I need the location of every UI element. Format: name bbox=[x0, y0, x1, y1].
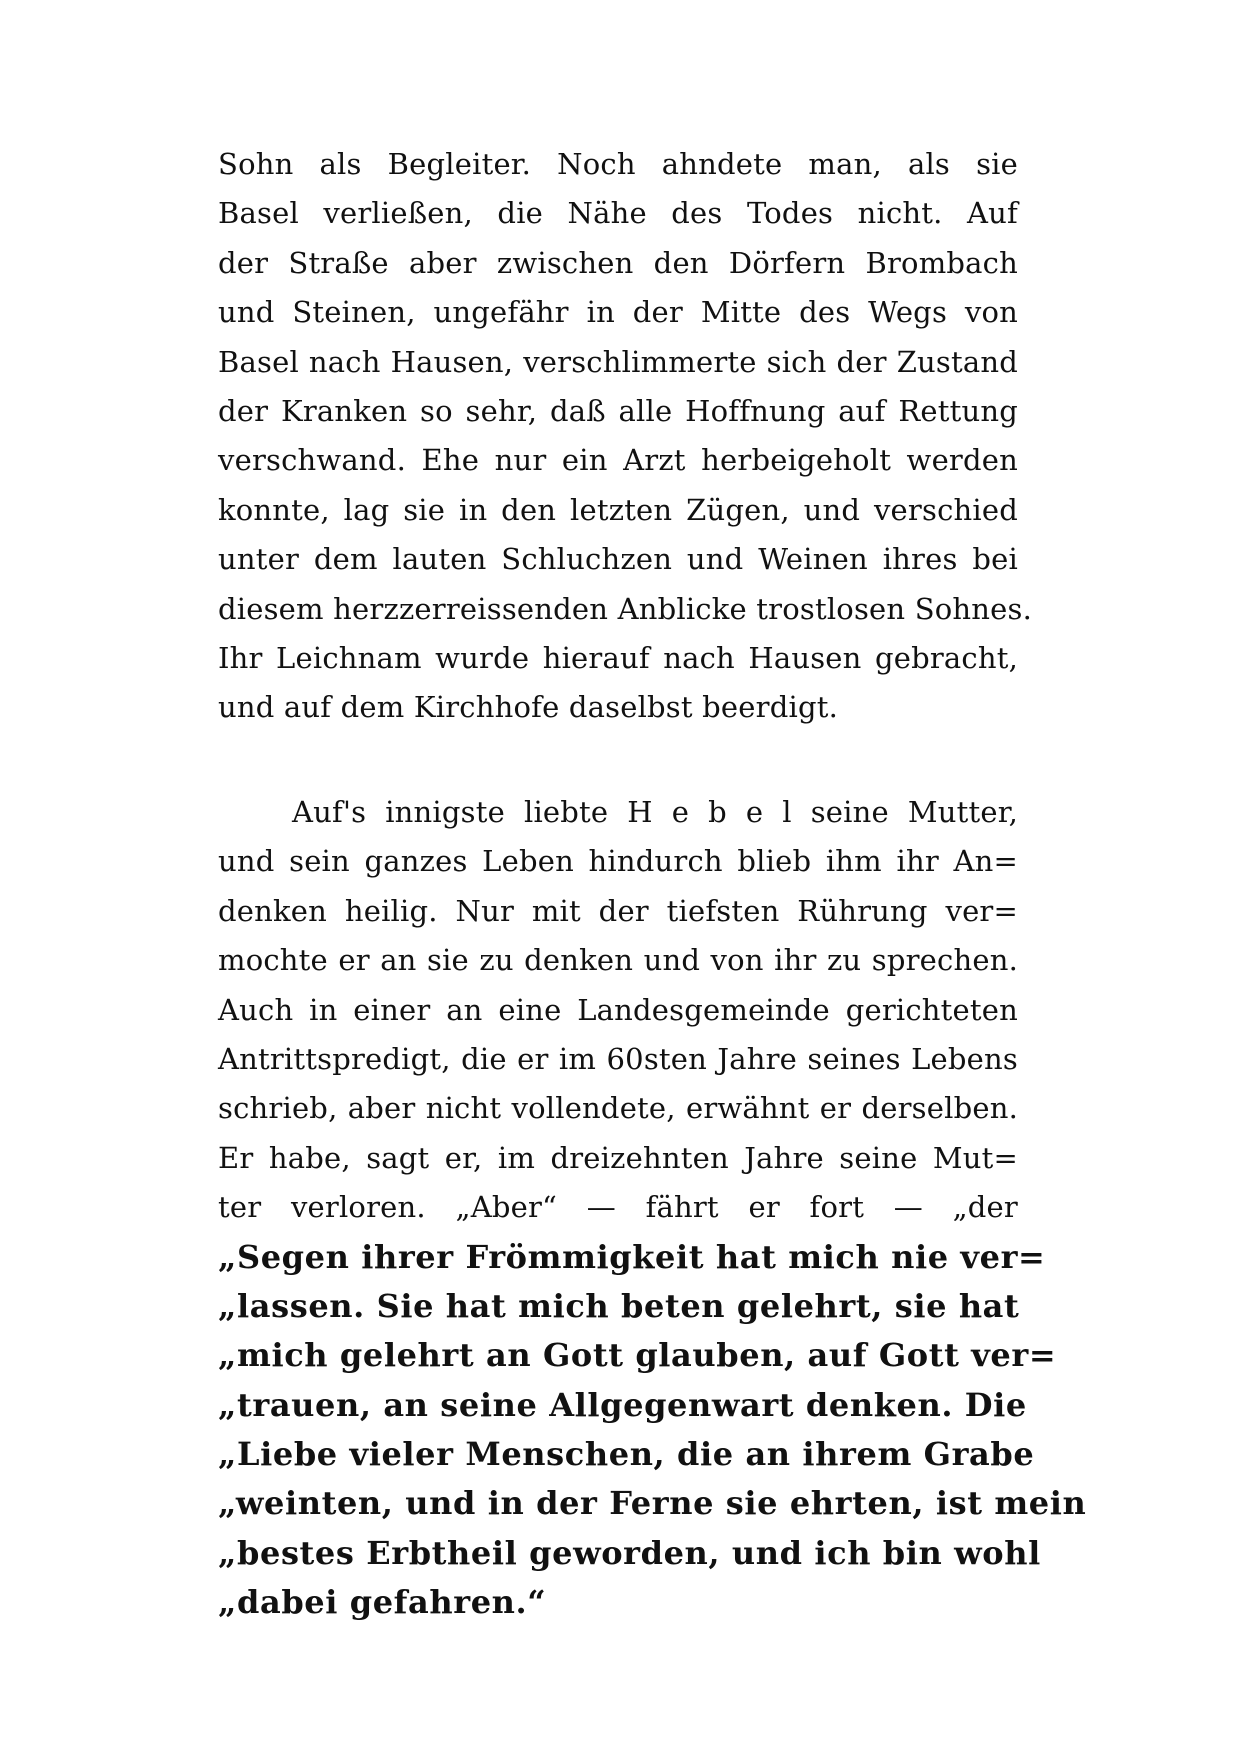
text-line: Sohn als Begleiter. Noch ahndete man, als sie bbox=[218, 147, 1018, 181]
text-line: und Steinen, ungefähr in der Mitte des Wegs von bbox=[218, 295, 1018, 330]
paragraph-mother-death bbox=[218, 140, 1033, 733]
text-line: Ihr Leichnam wurde hierauf nach Hausen gebracht, bbox=[218, 640, 1018, 675]
text-line: schrieb, aber nicht vollendete, erwähnt er derselben. bbox=[218, 1091, 1018, 1126]
text-line: diesem herzzerreissenden Anblicke trostlosen Sohnes. bbox=[218, 591, 1033, 626]
text-line: Basel verließen, die Nähe des Todes nicht. Auf bbox=[218, 196, 1018, 231]
quote-line: „mich gelehrt an Gott glauben, auf Gott ver= bbox=[218, 1336, 1057, 1375]
quote-line: „dabei gefahren.“ bbox=[218, 1583, 547, 1622]
text-line: konnte, lag sie in den letzten Zügen, und verschied bbox=[218, 492, 1018, 527]
text-line: Er habe, sagt er, im dreizehnten Jahre seine Mut= bbox=[218, 1140, 1018, 1175]
text-line: denken heilig. Nur mit der tiefsten Rührung ver= bbox=[218, 893, 1018, 928]
text-line: Basel nach Hausen, verschlimmerte sich der Zustand bbox=[218, 344, 1018, 379]
text-line: Antrittspredigt, die er im 60sten Jahre seines Lebens bbox=[218, 1041, 1018, 1076]
text-line: Auf's innigste liebte H e b e l seine Mutter, bbox=[292, 795, 1018, 829]
text-line: der Kranken so sehr, daß alle Hoffnung auf Rettung bbox=[218, 393, 1018, 428]
paragraph-hebel-love bbox=[218, 788, 1087, 1628]
quote-line: „lassen. Sie hat mich beten gelehrt, sie hat bbox=[218, 1286, 1020, 1325]
text-line: verschwand. Ehe nur ein Arzt herbeigeholt werden bbox=[218, 443, 1018, 478]
text-line: Auch in einer an eine Landesgemeinde gerichteten bbox=[218, 992, 1018, 1027]
text-line: und auf dem Kirchhofe daselbst beerdigt. bbox=[218, 690, 838, 725]
text-line: mochte er an sie zu denken und von ihr zu sprechen. bbox=[218, 943, 1018, 978]
text-line: der Straße aber zwischen den Dörfern Brombach bbox=[218, 245, 1018, 280]
quote-line: „bestes Erbtheil geworden, und ich bin wohl bbox=[218, 1533, 1041, 1572]
quote-line: „Liebe vieler Menschen, die an ihrem Grabe bbox=[218, 1435, 1035, 1474]
text-line: unter dem lauten Schluchzen und Weinen ihres bei bbox=[218, 542, 1018, 577]
quote-line: „Segen ihrer Frömmigkeit hat mich nie ver= bbox=[218, 1237, 1046, 1276]
text-line: und sein ganzes Leben hindurch blieb ihm ihr An= bbox=[218, 844, 1018, 879]
quote-line: „trauen, an seine Allgegenwart denken. Die bbox=[218, 1385, 1027, 1424]
quote-line: „weinten, und in der Ferne sie ehrten, ist mein bbox=[218, 1484, 1087, 1523]
text-line: ter verloren. „Aber“ — fährt er fort — „der bbox=[218, 1190, 1018, 1225]
